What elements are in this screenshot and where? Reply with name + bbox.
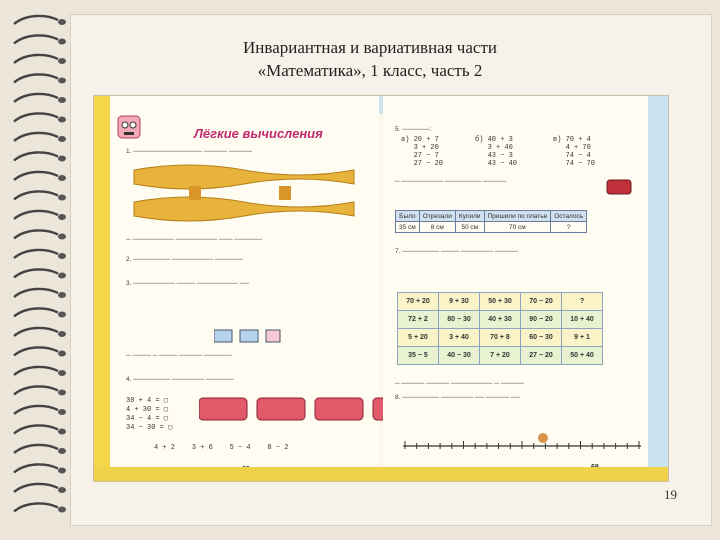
grid-row [398,329,603,347]
task-8-text: ─ ───── ───── ───────── ─ ───── [395,380,524,387]
spiral-ring [14,464,58,472]
table-header: Отрезали [419,211,455,222]
task-6-text: 4. ──────── ─────── ────── [126,376,234,383]
spiral-ring [14,74,58,82]
grid-cell: 9 + 30 [439,293,480,311]
binding-hole [58,78,66,84]
grid-cell: 40 − 30 [439,347,480,365]
spiral-ring [14,35,58,43]
table-cell: 8 см [419,222,455,233]
binding-hole [58,39,66,45]
task-1-text: 1. ─────────────── ───── ───── [126,148,252,155]
expression-grid [397,292,603,365]
spiral-ring [14,94,58,102]
table-cell: 35 см [396,222,420,233]
binding-hole [58,468,66,474]
spiral-ring [14,172,58,180]
spiral-ring [14,250,58,258]
grid-cell: 90 − 20 [521,311,562,329]
binding-hole [58,97,66,103]
binding-hole [58,507,66,513]
right-page [383,96,668,481]
decor-strip-right [648,96,668,481]
binding-hole [58,487,66,493]
binding-hole [58,448,66,454]
binding-hole [58,19,66,25]
grid-cell: 35 − 5 [398,347,439,365]
grid-cell: 50 + 40 [562,347,603,365]
task-7-text: 7. ──────── ──── ─────── ───── [395,248,519,255]
spiral-ring [14,425,58,433]
spiral-ring [14,445,58,453]
grid-cell: ? [562,293,603,311]
grid-cell: 60 − 30 [521,329,562,347]
binding-hole [58,58,66,64]
table-header-row [396,211,587,222]
spiral-ring [14,269,58,277]
binding-hole [58,331,66,337]
binding-hole [58,351,66,357]
grid-cell: 7 + 20 [480,347,521,365]
binding-hole [58,292,66,298]
spiral-ring [14,16,58,24]
spiral-ring [14,191,58,199]
grid-row [398,293,603,311]
spiral-ring [14,55,58,63]
decor-strip-left [94,96,110,481]
table-cell: 50 см [455,222,484,233]
binding-hole [58,370,66,376]
fabric-roll-image [605,174,635,198]
grid-cell: 3 + 40 [439,329,480,347]
binding-hole [58,253,66,259]
binding-hole [58,312,66,318]
binding-hole [58,117,66,123]
table-header: Было [396,211,420,222]
binding-hole [58,214,66,220]
binding-hole [58,136,66,142]
grid-cell: 50 + 30 [480,293,521,311]
expressions-col-c: в) 70 + 4 4 + 70 74 − 4 74 − 70 [553,136,596,168]
grid-cell: 72 + 2 [398,311,439,329]
spiral-ring [14,113,58,121]
binding-hole [58,429,66,435]
number-line-image [403,432,643,456]
expressions-col-a: а) 20 + 7 3 + 20 27 − 7 27 − 20 [401,136,444,168]
spiral-ring [14,152,58,160]
task-2-text: ─ ───────── ───────── ─── ────── [126,236,263,243]
grid-cell: 70 + 20 [398,293,439,311]
grid-cell: 40 + 30 [480,311,521,329]
task-3-text: 2. ──────── ───────── ────── [126,256,243,263]
fabric-table [395,210,587,233]
grid-cell: 5 + 20 [398,329,439,347]
grid-cell: 9 + 1 [562,329,603,347]
spiral-ring [14,230,58,238]
robot-icon [112,110,146,144]
left-page [94,96,379,481]
spiral-binding [6,10,76,530]
grid-cell: 70 + 8 [480,329,521,347]
spiral-ring [14,308,58,316]
binding-hole [58,175,66,181]
binding-hole [58,195,66,201]
slide-number: 19 [664,487,677,502]
grid-cell: 27 − 20 [521,347,562,365]
textbook-spread-image [93,95,669,482]
spiral-ring [14,211,58,219]
title-line-2: «Математика», 1 класс, часть 2 [257,61,483,80]
table-header: Осталось [551,211,587,222]
spiral-ring [14,503,58,511]
equation-col-1: 30 + 4 = ▢ 4 + 30 = ▢ 34 − 4 = ▢ 34 − 30 = ▢ [126,397,173,432]
decor-strip-bottom [94,467,668,481]
grid-row [398,311,603,329]
spiral-ring [14,328,58,336]
slide-title [150,36,590,82]
spiral-ring [14,347,58,355]
spiral-ring [14,484,58,492]
binding-hole [58,273,66,279]
grid-cell: 80 − 30 [439,311,480,329]
spiral-ring [14,367,58,375]
table-cell: ? [551,222,587,233]
table-cell: 70 см [484,222,551,233]
lesson-title: Лёгкие вычисления [194,126,323,141]
binding-hole [58,409,66,415]
task-9-text: 8. ──────── ─────── ── ───── ── [395,394,520,401]
spiral-ring [14,406,58,414]
binding-hole [58,234,66,240]
task-5-right: 5. ──────: [395,126,432,133]
number-ribbon-image [129,160,359,230]
expressions-col-b: б) 40 + 3 3 + 40 43 − 3 43 − 40 [475,136,518,168]
binding-hole [58,156,66,162]
grid-cell: 70 − 20 [521,293,562,311]
title-line-1: Инвариантная и вариативная части [243,38,497,57]
table-row [396,222,587,233]
table-header: Купили [455,211,484,222]
task-5-text: ─ ──── ─ ──── ───── ────── [126,352,232,359]
spiral-ring [14,386,58,394]
decomposition-boxes [214,328,284,344]
equations-bottom: 4 + 2 3 + 6 5 − 4 8 − 2 [154,444,289,452]
grid-cell: 10 + 40 [562,311,603,329]
grid-row [398,347,603,365]
table-header: Пришили по платье [484,211,551,222]
spiral-ring [14,133,58,141]
task-riddle-text: ─ ───────── ──────── ───── [395,178,507,185]
binding-hole [58,390,66,396]
spiral-ring [14,289,58,297]
task-4-text: 3. ───────── ──── ───────── ── [126,280,250,287]
